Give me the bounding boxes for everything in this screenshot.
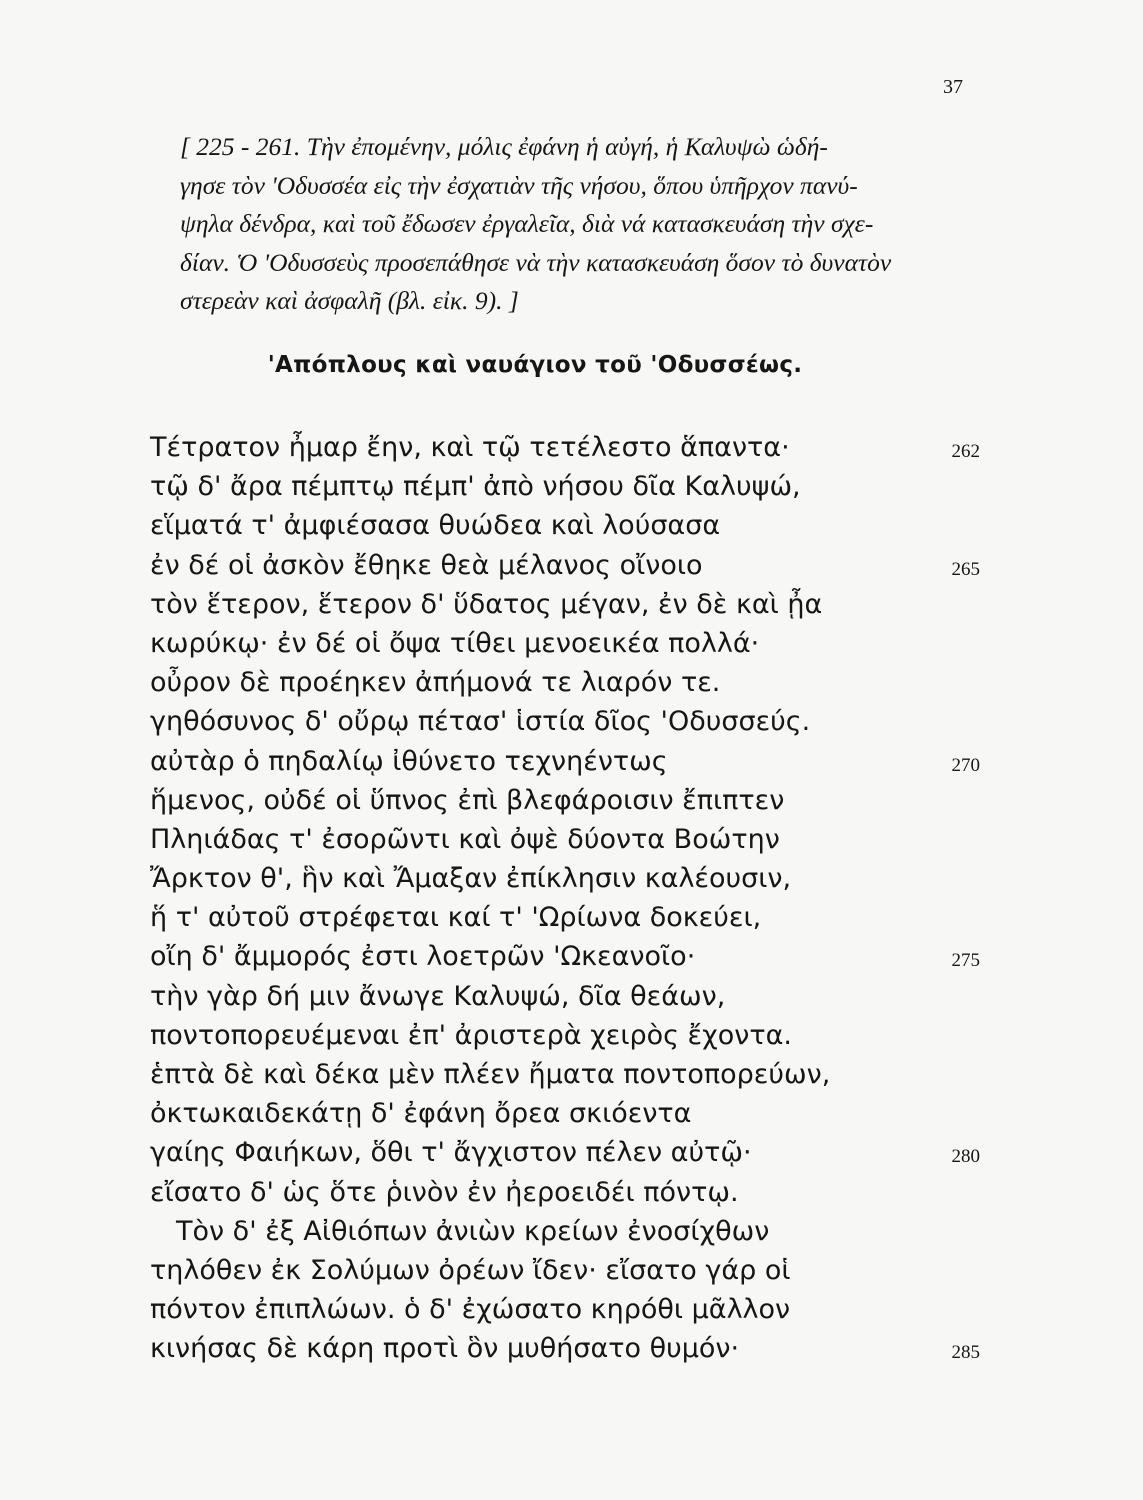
verse-line: [150, 1055, 980, 1094]
verse-text: ποντοπορευέμεναι ἐπ' ἀριστερὰ χειρὸς ἔχοντα.: [150, 1019, 792, 1051]
verse-line: [150, 1329, 980, 1368]
verse-line: [150, 702, 980, 741]
verse-line: [150, 1212, 980, 1251]
verse-text: Ἄρκτον θ', ἣν καὶ Ἄμαξαν ἐπίκλησιν καλέουσιν,: [150, 863, 792, 895]
verse-text: Πληιάδας τ' ἐσορῶντι καὶ ὀψὲ δύοντα Βοώτην: [150, 823, 780, 855]
verse-line: [150, 506, 980, 545]
verse-text: Τὸν δ' ἐξ Αἰθιόπων ἀνιὼν κρείων ἐνοσίχθων: [176, 1215, 770, 1247]
verse-text: κινήσας δὲ κάρη προτὶ ὃν μυθήσατο θυμόν·: [150, 1333, 740, 1365]
line-number: 270: [951, 754, 980, 776]
verse-text: αὐτὰρ ὁ πηδαλίῳ ἰθύνετο τεχνηέντως: [150, 745, 668, 777]
verse-text: ἑπτὰ δὲ καὶ δέκα μὲν πλέεν ἤματα ποντοπορεύων,: [150, 1059, 831, 1090]
verse-text: τὸν ἕτερον, ἕτερον δ' ὕδατος μέγαν, ἐν δὲ καὶ ᾖα: [150, 588, 823, 620]
section-title: 'Απόπλους καὶ ναυάγιον τοῦ 'Οδυσσέως.: [267, 352, 803, 378]
verse-text: γαίης Φαιήκων, ὅθι τ' ἄγχιστον πέλεν αὐτῷ·: [150, 1137, 752, 1169]
verse-line: [150, 820, 980, 859]
summary-line: ψηλα δένδρα, καὶ τοῦ ἔδωσεν ἐργαλεῖα, διὰ νά κατασκευάση τὴν σχε-: [180, 209, 874, 238]
verse-line: [150, 624, 980, 663]
verse-text: οὖρον δὲ προέηκεν ἀπήμονά τε λιαρόν τε.: [150, 667, 721, 699]
verse-text: τῷ δ' ἄρα πέμπτῳ πέμπ' ἀπὸ νήσου δῖα Καλυψώ,: [150, 471, 801, 503]
line-number: 262: [951, 441, 980, 462]
verse-line: [150, 898, 980, 937]
verse-text: ἐν δέ οἱ ἀσκὸν ἔθηκε θεὰ μέλανος οἴνοιο: [150, 549, 703, 581]
summary-paragraph: [180, 128, 970, 321]
verse-text: κωρύκῳ· ἐν δέ οἱ ὄψα τίθει μενοεικέα πολλά·: [150, 627, 760, 659]
verse-text: εἴσατο δ' ὡς ὅτε ῥινὸν ἐν ἠεροειδέι πόντῳ.: [150, 1176, 739, 1208]
verse-line: [150, 1016, 980, 1055]
verse-text: τηλόθεν ἐκ Σολύμων ὀρέων ἴδεν· εἴσατο γάρ οἱ: [150, 1254, 791, 1286]
verse-text: ἥ τ' αὐτοῦ στρέφεται καί τ' 'Ωρίωνα δοκεύει,: [150, 902, 762, 934]
verse-line: [150, 937, 980, 976]
verse-text: ὀκτωκαιδεκάτῃ δ' ἐφάνη ὄρεα σκιόεντα: [150, 1098, 692, 1130]
verse-line: [150, 977, 980, 1016]
line-number: 265: [951, 558, 980, 580]
verse-text: Τέτρατον ἦμαρ ἔην, καὶ τῷ τετέλεστο ἅπαντα·: [150, 432, 790, 463]
verse-line: [150, 467, 980, 506]
verse-line: [150, 1251, 980, 1290]
verse-text: τὴν γὰρ δή μιν ἄνωγε Καλυψώ, δῖα θεάων,: [150, 980, 726, 1012]
page-number: 37: [943, 76, 963, 98]
verse-line: [150, 781, 980, 820]
verse-text: πόντον ἐπιπλώων. ὁ δ' ἐχώσατο κηρόθι μᾶλλον: [150, 1294, 791, 1326]
verse-block: [150, 428, 980, 1369]
summary-line: στερεὰν καὶ ἀσφαλῆ (βλ. εἰκ. 9). ]: [180, 286, 519, 315]
verse-line: [150, 1094, 980, 1133]
verse-text: οἴη δ' ἄμμορός ἐστι λοετρῶν 'Ωκεανοῖο·: [150, 941, 696, 973]
verse-line: [150, 546, 980, 585]
line-number: 275: [951, 950, 980, 972]
verse-line: [150, 1173, 980, 1212]
summary-line: δίαν. Ὁ 'Οδυσσεὺς προσεπάθησε νὰ τὴν κατασκευάση ὅσον τὸ δυνατὸν: [180, 247, 892, 277]
verse-line: [150, 1290, 980, 1329]
verse-line: [150, 859, 980, 898]
verse-text: εἵματά τ' ἀμφιέσασα θυώδεα καὶ λούσασα: [150, 510, 721, 542]
verse-line: [150, 585, 980, 624]
line-number: 285: [951, 1342, 980, 1364]
summary-line: [ 225 - 261. Τὴν ἐπομένην, μόλις ἐφάνη ἡ αὐγή, ἡ Καλυψὼ ὡδή-: [180, 132, 828, 161]
verse-text: ἥμενος, οὐδέ οἱ ὕπνος ἐπὶ βλεφάροισιν ἔπιπτεν: [150, 784, 785, 816]
line-number: 280: [951, 1146, 980, 1168]
verse-line: [150, 663, 980, 702]
verse-line: [150, 1133, 980, 1172]
verse-line: [150, 742, 980, 781]
summary-line: γησε τὸν 'Οδυσσέα εἰς τὴν ἐσχατιὰν τῆς νήσου, ὅπου ὑπῆρχον πανύ-: [180, 170, 858, 200]
verse-line: [150, 428, 980, 467]
verse-text: γηθόσυνος δ' οὔρῳ πέτασ' ἱστία δῖος 'Οδυσσεύς.: [150, 706, 811, 738]
